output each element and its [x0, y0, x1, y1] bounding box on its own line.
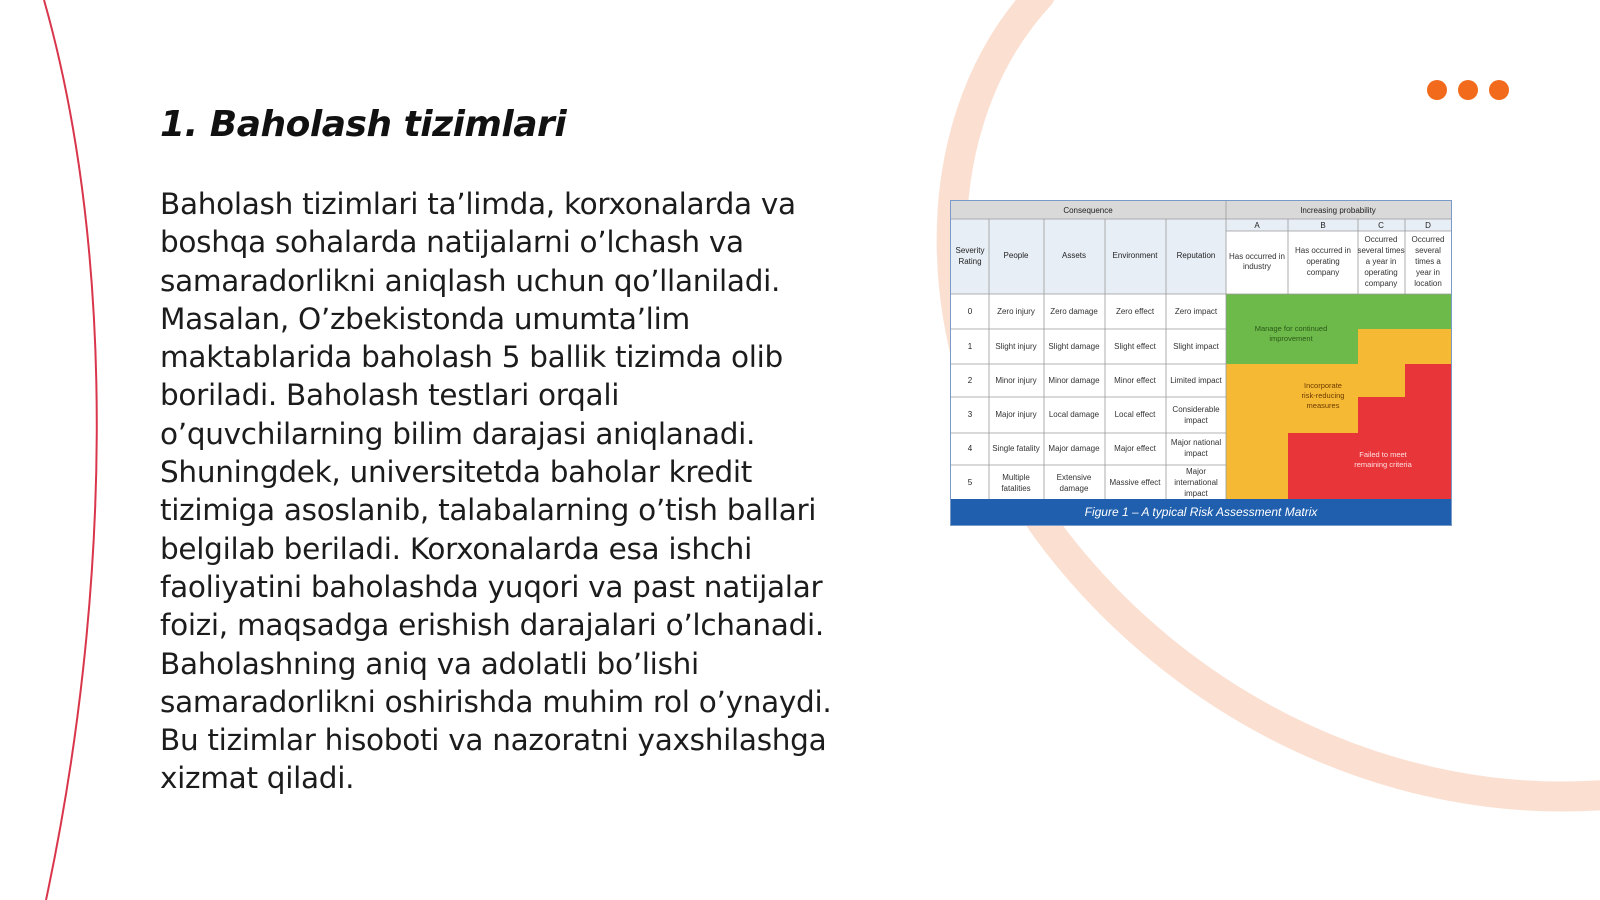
orange-dot-icon: [1427, 80, 1447, 100]
matrix-cell-assets-5: Extensive damage: [1056, 473, 1092, 493]
slide-body-text: Baholash tizimlari ta’limda, korxonalarda va boshqa sohalarda natijalarni o’lchash va samaradorlikni aniqlash uchun qo’llaniladi. Masalan, O’zbekistonda umumta’lim maktablarida baholash 5 ballik tizimda olib boriladi. Baholash testlari orqali o’quvchilarning bilim darajasi aniqlanadi. Shuningdek, universitetda baholar kredit tizimiga asoslanib, talabalarning o’tish ballari belgilab beriladi. Korxonalarda esa ishchi faoliyatini baholashda yuqori va past natijalar foizi, maqsadga erishish darajalari o’lchanadi. Baholashning aniq va adolatli bo’lishi samaradorlikni oshirishda muhim rol o’ynaydi. Bu tizimlar hisoboti va nazoratni yaxshilashga xizmat qiladi.: [160, 187, 832, 796]
matrix-cell: Minor damage: [1048, 376, 1100, 385]
severity-rating-0: 0: [967, 307, 973, 316]
matrix-cell: Major damage: [1048, 444, 1100, 453]
matrix-cell: Massive effect: [1109, 478, 1161, 487]
matrix-cell: Zero impact: [1174, 307, 1218, 316]
severity-rating-5: 5: [967, 478, 973, 487]
probability-desc-a: Has occurred in industry: [1228, 252, 1286, 271]
matrix-cell: Local effect: [1114, 410, 1156, 419]
matrix-cell: Slight effect: [1114, 342, 1156, 351]
risk-matrix-svg: [951, 201, 1451, 525]
matrix-cell: Limited impact: [1170, 376, 1222, 385]
orange-dot-icon: [1458, 80, 1478, 100]
risk-assessment-matrix-image: [950, 200, 1452, 526]
category-header-reputation: Reputation: [1176, 251, 1216, 260]
matrix-cell: Minor injury: [995, 376, 1037, 385]
matrix-cell: Local damage: [1048, 410, 1100, 419]
matrix-cell-reputation-4: Major national impact: [1170, 438, 1222, 458]
matrix-letter-header-bg: [1226, 219, 1451, 231]
matrix-cell: Single fatality: [992, 444, 1040, 453]
severity-rating-2: 2: [967, 376, 973, 385]
matrix-cell: Major injury: [995, 410, 1037, 419]
matrix-cell: Slight damage: [1048, 342, 1100, 351]
matrix-cell: Zero injury: [997, 307, 1035, 316]
severity-rating-3: 3: [967, 410, 973, 419]
matrix-cell: Slight injury: [995, 342, 1037, 351]
decorative-dots: [1427, 80, 1509, 100]
slide-title: 1. Baholash tizimlari: [160, 104, 567, 145]
probability-letter-a: A: [1254, 221, 1260, 230]
consequence-header: Consequence: [1063, 206, 1113, 215]
orange-dot-icon: [1489, 80, 1509, 100]
matrix-cell-people-5: Multiple fatalities: [1001, 473, 1031, 493]
severity-rating-1: 1: [967, 342, 973, 351]
matrix-cell: Zero damage: [1050, 307, 1098, 316]
zone-yellow-label: Incorporate risk-reducing measures: [1301, 381, 1345, 410]
zone-red-label: Failed to meet remaining criteria: [1354, 450, 1412, 469]
probability-desc-d: Occurred several times a year in location: [1411, 235, 1445, 288]
zone-green-label: Manage for continued improvement: [1254, 324, 1328, 343]
severity-rating-4: 4: [967, 444, 973, 453]
matrix-cell: Major effect: [1114, 444, 1156, 453]
matrix-cell: Zero effect: [1115, 307, 1155, 316]
probability-letter-d: D: [1425, 221, 1431, 230]
matrix-cell: Minor effect: [1114, 376, 1156, 385]
probability-header: Increasing probability: [1300, 206, 1376, 215]
category-header-people: People: [1003, 251, 1029, 260]
matrix-cell-reputation-3: Considerable impact: [1172, 405, 1220, 425]
probability-desc-b: Has occurred in operating company: [1294, 246, 1352, 277]
matrix-top-header-bg: [951, 201, 1451, 219]
decorative-red-line: [44, 0, 97, 900]
matrix-cell-reputation-5: Major international impact: [1174, 467, 1218, 498]
probability-letter-b: B: [1320, 221, 1326, 230]
category-header-environment: Environment: [1112, 251, 1158, 260]
probability-letter-c: C: [1378, 221, 1384, 230]
matrix-cell: Slight impact: [1173, 342, 1219, 351]
category-header-assets: Assets: [1061, 251, 1087, 260]
probability-desc-c: Occurred several times a year in operating company: [1357, 235, 1405, 288]
figure-caption: Figure 1 – A typical Risk Assessment Matrix: [1084, 505, 1318, 519]
severity-header: Severity Rating: [955, 246, 985, 266]
